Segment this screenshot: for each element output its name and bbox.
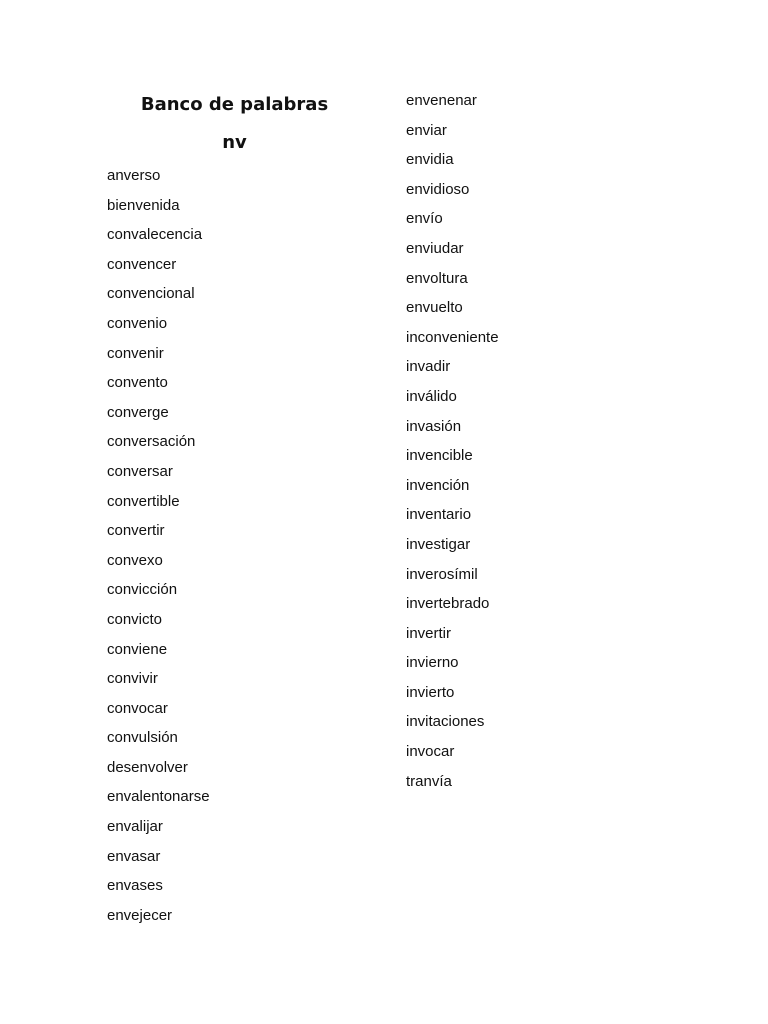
word-item: envejecer [107, 906, 173, 924]
word-item: inverosímil [406, 565, 478, 583]
word-item: envalentonarse [107, 788, 210, 806]
word-item: convenio [107, 314, 168, 332]
word-list-right [406, 86, 499, 796]
word-item: anverso [107, 167, 161, 184]
word-item: convertir [107, 522, 165, 540]
word-item: invertebrado [406, 595, 490, 613]
word-item: convocar [107, 699, 168, 717]
word-item: convenir [107, 344, 164, 362]
word-item: invitaciones [406, 713, 485, 731]
word-item: envalijar [107, 818, 163, 836]
word-item: envuelto [406, 299, 463, 317]
word-item: convencional [107, 285, 195, 303]
word-item: invadir [406, 358, 451, 376]
word-item: enviar [406, 121, 447, 139]
word-item: convivir [107, 670, 158, 688]
word-item: enviudar [406, 239, 464, 257]
word-item: convicto [107, 610, 163, 628]
word-item: conviene [107, 640, 168, 658]
word-item: convalecencia [107, 226, 203, 244]
word-list-left [107, 161, 210, 930]
heading-block [107, 90, 362, 158]
word-item: invocar [406, 743, 455, 761]
page-title: Banco de palabras [140, 94, 329, 115]
word-item: envasar [107, 847, 161, 865]
word-item: investigar [406, 535, 471, 553]
word-item: conversación [107, 433, 196, 451]
word-item: envidia [406, 151, 454, 169]
word-item: inventario [406, 506, 472, 524]
word-item: convicción [107, 581, 178, 599]
word-item: convento [107, 374, 168, 392]
word-item: desenvolver [107, 758, 188, 776]
word-item: converge [107, 403, 169, 421]
word-item: bienvenida [107, 196, 180, 214]
word-item: inválido [406, 387, 457, 405]
word-item: convencer [107, 255, 177, 273]
word-item: envoltura [406, 269, 468, 287]
word-item: invencible [406, 447, 473, 465]
word-item: invasión [406, 417, 462, 435]
word-item: invierno [406, 654, 459, 672]
word-item: envenenar [406, 92, 477, 109]
word-item: envidioso [406, 180, 470, 198]
word-item: envases [107, 877, 163, 895]
word-item: invertir [406, 624, 452, 642]
word-item: invención [406, 476, 470, 494]
word-item: convulsión [107, 729, 178, 747]
page-subtitle: nv [222, 132, 247, 153]
word-item: convexo [107, 551, 163, 569]
word-item: invierto [406, 683, 455, 701]
word-item: envío [406, 210, 443, 228]
word-item: tranvía [406, 772, 452, 790]
word-item: inconveniente [406, 328, 499, 346]
word-item: conversar [107, 462, 173, 480]
word-item: convertible [107, 492, 180, 510]
